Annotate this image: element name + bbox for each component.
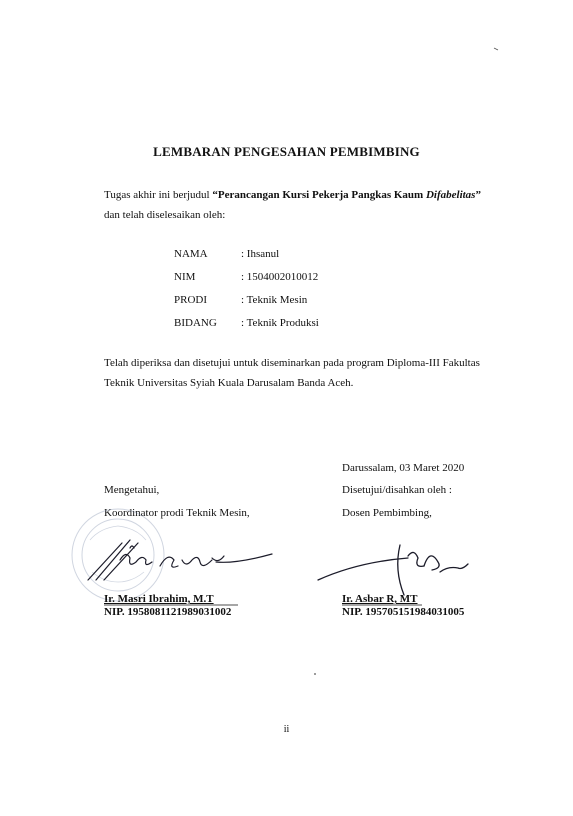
info-label: NIM <box>174 271 196 283</box>
right-signer-name: Ir. Asbar R, MT <box>342 593 418 605</box>
left-signer-nip: NIP. 1958081121989031002 <box>104 606 232 618</box>
intro-paragraph <box>104 185 481 225</box>
right-signer-nip: NIP. 195705151984031005 <box>342 606 465 618</box>
intro-prefix: Tugas akhir ini berjudul <box>104 189 213 201</box>
date-line: Darussalam, 03 Maret 2020 <box>342 462 465 474</box>
thesis-title: “Perancangan Kursi Pekerja Pangkas Kaum <box>212 189 426 201</box>
info-row-prodi <box>174 294 307 306</box>
info-label: NAMA <box>174 248 208 260</box>
thesis-title-end: ” <box>475 189 481 201</box>
info-row-nama <box>174 248 279 260</box>
page-number: ii <box>283 724 290 735</box>
right-heading: Disetujui/disahkan oleh : <box>342 484 452 496</box>
info-label: PRODI <box>174 294 208 306</box>
intro-line2: dan telah diselesaikan oleh: <box>104 209 226 221</box>
approval-paragraph: Telah diperiksa dan disetujui untuk diseminarkan pada program Diploma-III Fakultas Teknik Universitas Syiah Kuala Darusalam Banda Aceh. <box>104 357 480 389</box>
left-signer-name: Ir. Masri Ibrahim, M.T <box>104 593 214 605</box>
left-role: Koordinator prodi Teknik Mesin, <box>104 507 250 519</box>
info-value: : Ihsanul <box>241 248 280 260</box>
left-signature <box>88 540 272 580</box>
info-row-bidang <box>174 317 319 329</box>
official-stamp <box>72 509 164 601</box>
left-heading: Mengetahui, <box>104 484 160 496</box>
right-signature <box>318 545 468 595</box>
info-label: BIDANG <box>174 317 217 329</box>
scan-mark <box>494 48 498 50</box>
right-role: Dosen Pembimbing, <box>342 507 432 519</box>
scan-dot <box>314 673 316 675</box>
thesis-title-italic: Difabelitas <box>425 189 476 201</box>
page-title: LEMBARAN PENGESAHAN PEMBIMBING <box>153 144 420 159</box>
info-value: : Teknik Mesin <box>241 294 308 306</box>
info-value: : Teknik Produksi <box>241 317 319 329</box>
info-value: : 1504002010012 <box>241 271 319 283</box>
info-row-nim <box>174 271 318 283</box>
